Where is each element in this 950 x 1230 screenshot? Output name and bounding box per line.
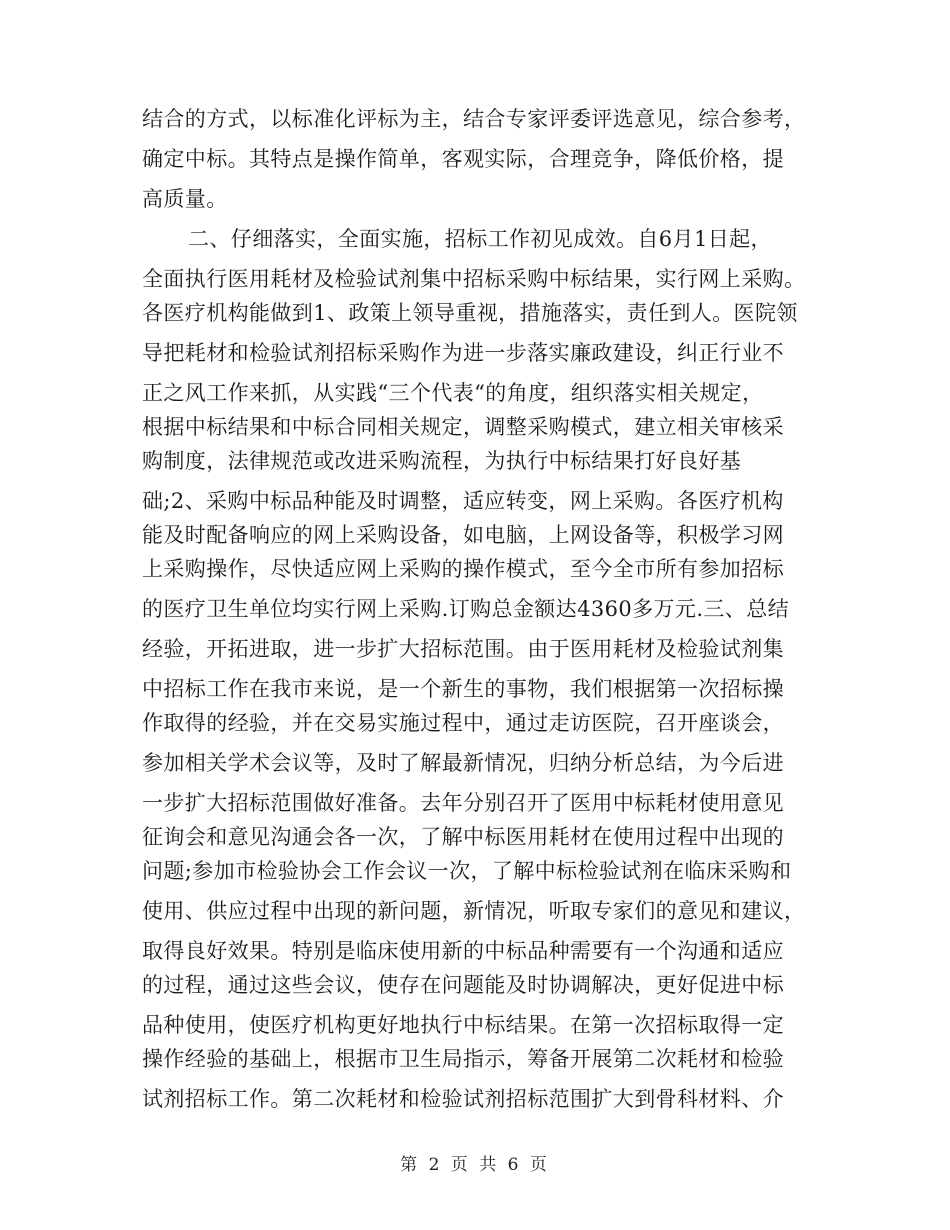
text-line: 正之风工作来抓，从实践“三个代表“的角度，组织落实相关规定， bbox=[142, 381, 764, 405]
text-line: 取得良好效果。特别是临床使用新的中标品种需要有一个沟通和适应 bbox=[142, 939, 784, 963]
text-line: 品种使用，使医疗机构更好地执行中标结果。在第一次招标取得一定 bbox=[142, 1013, 784, 1037]
text-line: 使用、供应过程中出现的新问题，新情况，听取专家们的意见和建议， bbox=[142, 899, 806, 923]
text-line: 经验，开拓进取，进一步扩大招标范围。由于医用耗材及检验试剂集 bbox=[142, 637, 784, 661]
text-line: 上采购操作，尽快适应网上采购的操作模式，至今全市所有参加招标 bbox=[142, 557, 784, 581]
text-line: 高质量。 bbox=[142, 187, 228, 211]
text-line: 二、仔细落实，全面实施，招标工作初见成效。自6月1日起， bbox=[188, 227, 772, 251]
text-line: 问题;参加市检验协会工作会议一次，了解中标检验试剂在临床采购和 bbox=[142, 859, 792, 883]
text-line: 试剂招标工作。第二次耗材和检验试剂招标范围扩大到骨科材料、介 bbox=[142, 1087, 784, 1111]
text-line: 能及时配备响应的网上采购设备，如电脑，上网设备等，积极学习网 bbox=[142, 523, 784, 547]
text-line: 的医疗卫生单位均实行网上采购.订购总金额达4360多万元.三、总结 bbox=[142, 597, 789, 621]
text-line: 础;2、采购中标品种能及时调整，适应转变，网上采购。各医疗机构 bbox=[142, 489, 784, 513]
page-number-footer: 第 2 页 共 6 页 bbox=[400, 1155, 550, 1175]
text-line: 根据中标结果和中标合同相关规定，调整采购模式，建立相关审核采 bbox=[142, 415, 784, 439]
text-line: 全面执行医用耗材及检验试剂集中招标采购中标结果，实行网上采购。 bbox=[142, 267, 806, 291]
text-line: 确定中标。其特点是操作简单，客观实际，合理竞争，降低价格，提 bbox=[142, 147, 784, 171]
text-line: 中招标工作在我市来说，是一个新生的事物，我们根据第一次招标操 bbox=[142, 677, 784, 701]
text-line: 导把耗材和检验试剂招标采购作为进一步落实廉政建设，纠正行业不 bbox=[142, 341, 784, 365]
text-line: 各医疗机构能做到1、政策上领导重视，措施落实，责任到人。医院领 bbox=[142, 301, 798, 325]
text-line: 征询会和意见沟通会各一次，了解中标医用耗材在使用过程中出现的 bbox=[142, 825, 784, 849]
text-line: 的过程，通过这些会议，使存在问题能及时协调解决，更好促进中标 bbox=[142, 973, 784, 997]
text-line: 参加相关学术会议等，及时了解最新情况，归纳分析总结，为今后进 bbox=[142, 751, 784, 775]
text-line: 作取得的经验，并在交易实施过程中，通过走访医院，召开座谈会， bbox=[142, 711, 784, 735]
text-line: 结合的方式，以标准化评标为主，结合专家评委评选意见，综合参考， bbox=[142, 107, 806, 131]
text-line: 操作经验的基础上，根据市卫生局指示，筹备开展第二次耗材和检验 bbox=[142, 1047, 784, 1071]
text-line: 购制度，法律规范或改进采购流程，为执行中标结果打好良好基 bbox=[142, 449, 742, 473]
text-line: 一步扩大招标范围做好准备。去年分别召开了医用中标耗材使用意见 bbox=[142, 791, 784, 815]
